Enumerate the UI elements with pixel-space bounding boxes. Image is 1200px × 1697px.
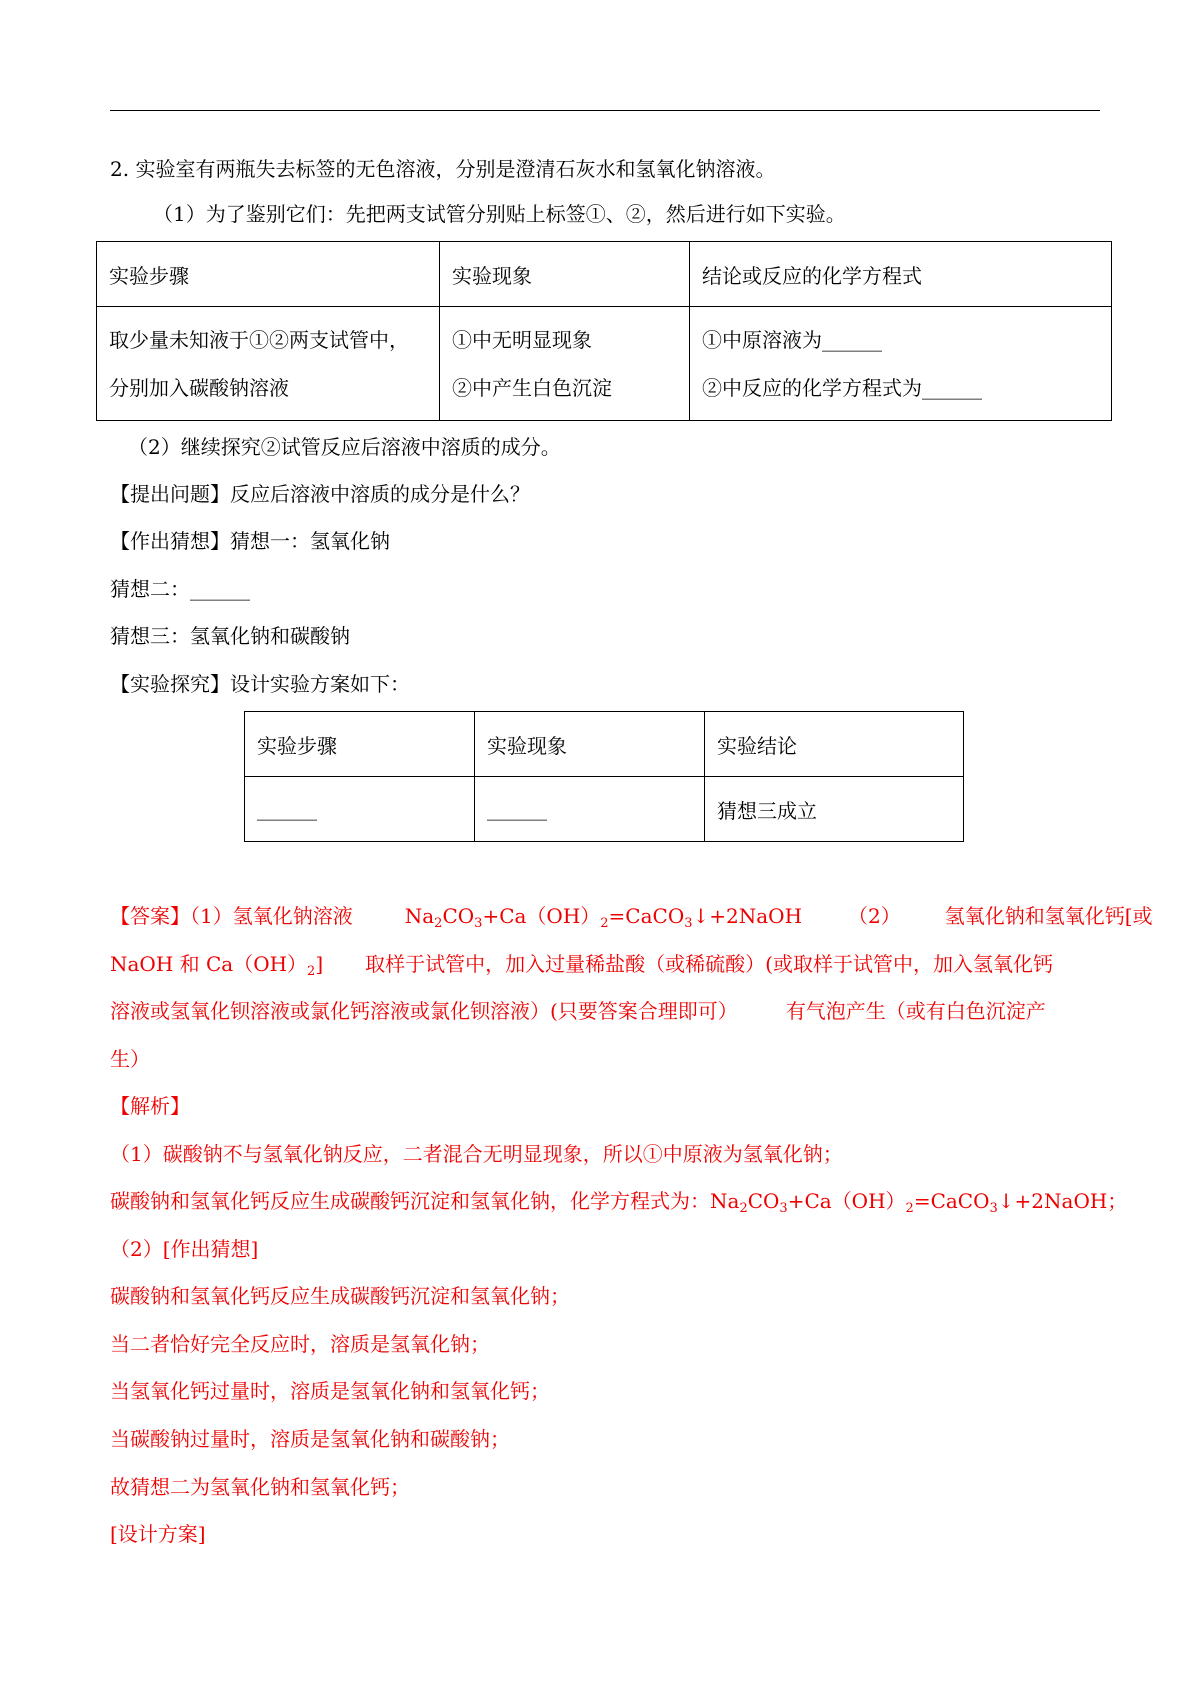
table1-phenomenon-line-1: ①中无明显现象 — [452, 327, 592, 352]
answer-line-4: 生） — [110, 1047, 150, 1071]
table2-header-row — [245, 712, 964, 777]
table2-cell-conclusion: 猜想三成立 — [705, 777, 964, 842]
analysis-p5: 当二者恰好完全反应时，溶质是氢氧化钠； — [110, 1332, 490, 1356]
experiment-explore: 【实验探究】设计实验方案如下： — [110, 672, 410, 696]
table1-header-conclusion: 结论或反应的化学方程式 — [690, 242, 1112, 307]
table1-step-line-1: 取少量未知液于①②两支试管中， — [109, 327, 409, 352]
analysis-label: 【解析】 — [110, 1094, 190, 1118]
experiment-table-2 — [244, 711, 964, 842]
analysis-p3: （2）[作出猜想] — [110, 1237, 259, 1261]
header-rule — [110, 110, 1100, 111]
experiment-table-1 — [96, 241, 1112, 421]
question-line: 【提出问题】反应后溶液中溶质的成分是什么？ — [110, 482, 530, 506]
answer-guess2: 氢氧化钠和氢氧化钙[或 — [944, 904, 1153, 928]
table1-cell-conclusion — [690, 307, 1112, 421]
guess-2: 猜想二：______ — [110, 577, 250, 601]
table1-cell-phenomenon — [440, 307, 690, 421]
answer-line-1 — [110, 902, 1153, 930]
table2-row — [245, 777, 964, 842]
table2-header-step: 实验步骤 — [245, 712, 475, 777]
analysis-p9: [设计方案] — [110, 1522, 206, 1546]
analysis-p2: 碳酸钠和氢氧化钙反应生成碳酸钙沉淀和氢氧化钠，化学方程式为：$Na_2CO_3+Ca(OH)_2=CaCO_3↓+2NaOH$； — [110, 1189, 1128, 1216]
part2-intro: （2）继续探究②试管反应后溶液中溶质的成分。 — [128, 435, 561, 459]
answer-line-2: NaOH 和 $Ca(OH)_2$] 取样于试管中，加入过量稀盐酸（或稀硫酸）(或取样于试管中，加入氢氧化钙 — [110, 952, 1053, 979]
guess-3: 猜想三：氢氧化钠和碳酸钠 — [110, 624, 350, 648]
guess-1: 【作出猜想】猜想一：氢氧化钠 — [110, 529, 390, 553]
answer-line-3: 溶液或氢氧化钡溶液或氯化钙溶液或氯化钡溶液）(只要答案合理即可） 有气泡产生（或有白色沉淀产 — [110, 999, 1046, 1023]
analysis-p1: （1）碳酸钠不与氢氧化钠反应，二者混合无明显现象，所以①中原液为氢氧化钠； — [110, 1142, 843, 1166]
table1-conclusion-line-2: ②中反应的化学方程式为______ — [702, 375, 982, 400]
table2-header-phenomenon: 实验现象 — [475, 712, 705, 777]
table1-phenomenon-line-2: ②中产生白色沉淀 — [452, 375, 612, 400]
answer-phenomenon: 有气泡产生（或有白色沉淀产 — [785, 999, 1046, 1023]
analysis-p6: 当氢氧化钙过量时，溶质是氢氧化钠和氢氧化钙； — [110, 1379, 550, 1403]
analysis-p4: 碳酸钠和氢氧化钙反应生成碳酸钙沉淀和氢氧化钠； — [110, 1284, 570, 1308]
analysis-p7: 当碳酸钠过量时，溶质是氢氧化钠和碳酸钠； — [110, 1427, 510, 1451]
answer-part2-label: （2） — [848, 904, 901, 928]
table1-header-step: 实验步骤 — [97, 242, 440, 307]
table2-cell-phenomenon: ______ — [475, 777, 705, 842]
table1-header-row — [97, 242, 1112, 307]
table1-header-phenomenon: 实验现象 — [440, 242, 690, 307]
answer-equation: $Na_2CO_3+Ca(OH)_2=CaCO_3↓+2NaOH$ — [404, 904, 803, 931]
table1-conclusion-line-1: ①中原溶液为______ — [702, 327, 882, 352]
part1-intro: （1）为了鉴别它们：先把两支试管分别贴上标签①、②，然后进行如下实验。 — [153, 202, 846, 226]
answer-part1: （1）氢氧化钠溶液 — [190, 904, 353, 928]
answer-label: 【答案】 — [110, 904, 190, 928]
answer-step: 取样于试管中，加入过量稀盐酸（或稀硫酸）(或取样于试管中，加入氢氧化钙 — [365, 952, 1053, 976]
table1-row — [97, 307, 1112, 421]
table1-step-line-2: 分别加入碳酸钠溶液 — [109, 375, 289, 400]
analysis-p8: 故猜想二为氢氧化钠和氢氧化钙； — [110, 1475, 410, 1499]
question-stem: 2. 实验室有两瓶失去标签的无色溶液，分别是澄清石灰水和氢氧化钠溶液。 — [110, 157, 776, 181]
table2-header-conclusion: 实验结论 — [705, 712, 964, 777]
table1-cell-step — [97, 307, 440, 421]
table2-cell-step: ______ — [245, 777, 475, 842]
